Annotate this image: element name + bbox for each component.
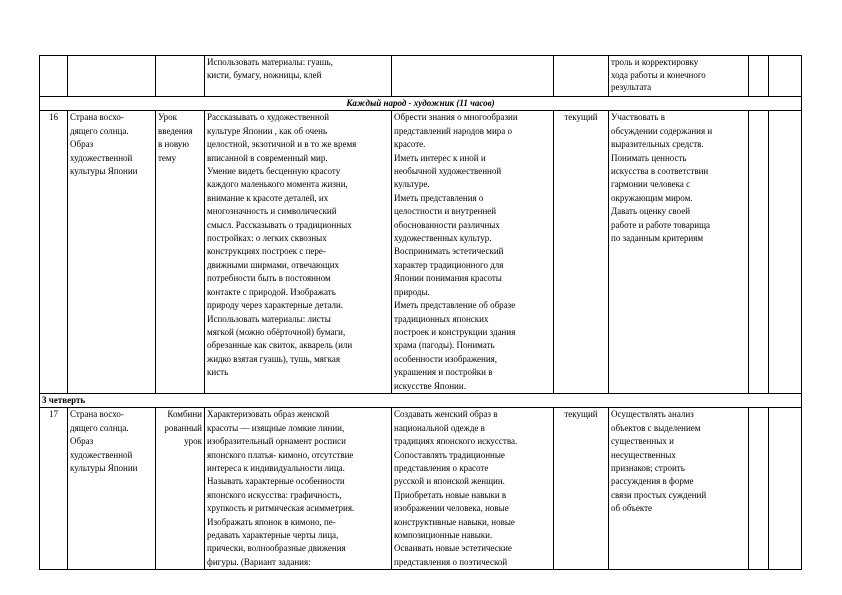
text-line: красоте. bbox=[394, 139, 426, 150]
cell-empty bbox=[392, 56, 554, 97]
cell-empty bbox=[769, 56, 802, 97]
section-row bbox=[40, 97, 802, 111]
text-line: изобразительный орнамент росписи bbox=[207, 436, 346, 447]
text-line: редавать характерные черты лица, bbox=[207, 530, 339, 540]
text-line: культуре. bbox=[394, 179, 430, 190]
cell-empty bbox=[68, 56, 156, 97]
text-line: представления о красоте bbox=[394, 462, 489, 473]
text-line: художественной bbox=[70, 152, 133, 163]
lesson-uud bbox=[609, 111, 749, 394]
text-line: храма (пагоды). Понимать bbox=[394, 340, 495, 351]
text-line: каждого маленького момента жизни, bbox=[207, 179, 348, 190]
text-line: культуры Японии bbox=[70, 462, 138, 473]
text-line: Иметь интерес к иной и bbox=[394, 152, 486, 163]
text-line: контакте с природой. Изображать bbox=[207, 286, 336, 297]
text-line: целостной, экзотичной и в то же время bbox=[207, 139, 357, 150]
text-line: внимание к красоте деталей, их bbox=[207, 192, 329, 203]
text-line: необычной художественной bbox=[394, 166, 502, 177]
text-line: культуре Японии , как об очень bbox=[207, 125, 328, 136]
lesson-results bbox=[392, 408, 554, 570]
text-line: движными ширмами, отвечающих bbox=[207, 259, 340, 270]
text-line: вписанной в современный мир. bbox=[207, 152, 328, 163]
text-line: композиционные навыки. bbox=[394, 530, 493, 540]
text-line: смысл. Рассказывать о традиционных bbox=[207, 219, 352, 230]
text-line: Японии понимания красоты bbox=[394, 273, 502, 284]
table-row bbox=[40, 111, 802, 394]
lesson-activity bbox=[205, 408, 392, 570]
text-line: по заданным критериям bbox=[611, 233, 704, 244]
table-row bbox=[40, 408, 802, 570]
text-line: многозначность и символический bbox=[207, 206, 337, 217]
text-line: хода работы и конечного bbox=[611, 69, 706, 80]
text-line: обоснованности различных bbox=[394, 219, 500, 230]
text-line: интереса к индивидуальности лица. bbox=[207, 462, 345, 473]
text-line: урок bbox=[184, 436, 202, 447]
lesson-topic bbox=[68, 408, 156, 570]
text-line: дящего солнца. bbox=[70, 125, 129, 136]
cell-empty bbox=[156, 56, 205, 97]
cell-empty bbox=[769, 408, 802, 570]
text-line: Воспринимать эстетический bbox=[394, 246, 504, 257]
text-line: Образ bbox=[70, 139, 94, 150]
text-line: признаков; строить bbox=[611, 462, 685, 473]
lesson-type bbox=[156, 111, 205, 394]
text-line: красоты — изящные ломкие линии, bbox=[207, 422, 345, 433]
lesson-results bbox=[392, 111, 554, 394]
text-line: Понимать ценность bbox=[611, 152, 687, 163]
text-line: конструктивные навыки, новые bbox=[394, 516, 515, 527]
text-line: Изображать японок в кимоно, пе- bbox=[207, 516, 336, 527]
text-line: рассуждения в форме bbox=[611, 476, 694, 487]
text-line: рованный bbox=[164, 422, 202, 433]
text-line: кисти, бумагу, ножницы, клей bbox=[207, 70, 322, 81]
text-line: Иметь представления о bbox=[394, 192, 484, 203]
lesson-number: 17 bbox=[40, 408, 68, 570]
cell-empty bbox=[749, 408, 769, 570]
text-line: Урок bbox=[158, 112, 177, 123]
cell-empty bbox=[40, 56, 68, 97]
text-line: существенных и bbox=[611, 436, 674, 447]
control-type: текущий bbox=[554, 111, 609, 394]
text-line: Использовать материалы: листы bbox=[207, 313, 331, 324]
control-type: текущий bbox=[554, 408, 609, 570]
text-line: мягкой (можно обёрточной) бумаги, bbox=[207, 326, 346, 337]
quarter-row bbox=[40, 393, 802, 407]
cell-empty bbox=[749, 111, 769, 394]
text-line: традициях японского искусства. bbox=[394, 436, 518, 447]
lesson-topic bbox=[68, 111, 156, 394]
text-line: введения bbox=[158, 125, 193, 136]
lesson-activity bbox=[205, 111, 392, 394]
text-line: обсуждении содержания и bbox=[611, 125, 713, 136]
text-line: искусства в соответствии bbox=[611, 166, 709, 177]
text-line: дящего солнца. bbox=[70, 422, 129, 433]
lesson-type bbox=[156, 408, 205, 570]
text-line: русской и японской женщин. bbox=[394, 476, 505, 487]
text-line: об объекте bbox=[611, 503, 653, 514]
text-line: украшения и постройки в bbox=[394, 367, 493, 378]
text-line: несущественных bbox=[611, 449, 676, 460]
text-line: потребности быть в постоянном bbox=[207, 273, 331, 284]
text-line: хрупкость и ритмическая асимметрия. bbox=[207, 503, 355, 514]
section-title: Каждый народ - художник (11 часов) bbox=[40, 97, 802, 111]
text-line: объектов с выделением bbox=[611, 422, 701, 433]
text-line: художественной bbox=[70, 449, 133, 460]
text-line: художественных культур. bbox=[394, 233, 492, 244]
text-line: тему bbox=[158, 152, 177, 163]
lesson-uud bbox=[609, 408, 749, 570]
text-line: троль и корректировку bbox=[611, 57, 699, 67]
text-line: конструкциях построек с пере- bbox=[207, 246, 326, 257]
text-line: характер традиционного для bbox=[394, 259, 504, 270]
text-line: Характеризовать образ женской bbox=[207, 409, 330, 420]
text-line: культуры Японии bbox=[70, 166, 138, 177]
text-line: представлений народов мира о bbox=[394, 125, 513, 136]
text-line: Обрести знания о многообразии bbox=[394, 112, 518, 123]
text-line: Образ bbox=[70, 436, 94, 447]
text-line: целостности и внутренней bbox=[394, 206, 497, 217]
text-line: изображении человека, новые bbox=[394, 503, 509, 514]
text-line: японского искусства: графичность, bbox=[207, 489, 342, 500]
text-line: обрезанные как свиток, акварель (или bbox=[207, 340, 353, 351]
text-line: Сопоставлять традиционные bbox=[394, 449, 505, 460]
text-line: результата bbox=[611, 82, 652, 92]
text-line: особенности изображения, bbox=[394, 353, 498, 364]
text-line: Страна восхо- bbox=[70, 112, 124, 123]
text-line: Участвовать в bbox=[611, 112, 665, 123]
text-line: в новую bbox=[158, 139, 189, 150]
text-line: искусстве Японии. bbox=[394, 380, 466, 391]
text-line: Использовать материалы: гуашь, bbox=[207, 57, 333, 67]
text-line: традиционных японских bbox=[394, 313, 489, 324]
quarter-label: 3 четверть bbox=[40, 393, 802, 407]
text-line: Осуществлять анализ bbox=[611, 409, 694, 420]
text-line: Называть характерные особенности bbox=[207, 476, 345, 487]
text-line: постройках: о легких сквозных bbox=[207, 233, 327, 244]
text-line: Приобретать новые навыки в bbox=[394, 489, 507, 500]
text-line: жидко взятая гуашь), тушь, мягкая bbox=[207, 353, 340, 364]
text-line: Рассказывать о художественной bbox=[207, 112, 330, 123]
text-line: кисть bbox=[207, 367, 229, 378]
text-line: выразительных средств. bbox=[611, 139, 704, 150]
text-line: связи простых суждений bbox=[611, 489, 707, 500]
text-line: природу через характерные детали. bbox=[207, 300, 344, 311]
text-line: фигуры. (Вариант задания: bbox=[207, 556, 311, 567]
text-line: Умение видеть бесценную красоту bbox=[207, 166, 341, 177]
text-line: природы. bbox=[394, 286, 430, 297]
text-line: Иметь представление об образе bbox=[394, 300, 516, 311]
lesson-plan-table bbox=[39, 55, 802, 570]
table-row bbox=[40, 56, 802, 97]
cell-activity bbox=[205, 56, 392, 97]
text-line: работе и работе товарища bbox=[611, 219, 711, 230]
cell-empty bbox=[769, 111, 802, 394]
text-line: представления о поэтической bbox=[394, 556, 508, 567]
text-line: Осваивать новые эстетические bbox=[394, 543, 512, 554]
text-line: Комбини bbox=[167, 409, 202, 420]
lesson-number: 16 bbox=[40, 111, 68, 394]
cell-self-control bbox=[609, 56, 749, 97]
cell-empty bbox=[749, 56, 769, 97]
cell-empty bbox=[554, 56, 609, 97]
text-line: построек и конструкции здания bbox=[394, 326, 516, 337]
text-line: Давать оценку своей bbox=[611, 206, 691, 217]
text-line: гармонии человека с bbox=[611, 179, 691, 190]
text-line: национальной одежде в bbox=[394, 422, 485, 433]
text-line: японского платья- кимоно, отсутствие bbox=[207, 449, 354, 460]
text-line: прически, волнообразные движения bbox=[207, 543, 346, 554]
text-line: Создавать женский образ в bbox=[394, 409, 498, 420]
text-line: Страна восхо- bbox=[70, 409, 124, 420]
text-line: окружающим миром. bbox=[611, 192, 693, 203]
